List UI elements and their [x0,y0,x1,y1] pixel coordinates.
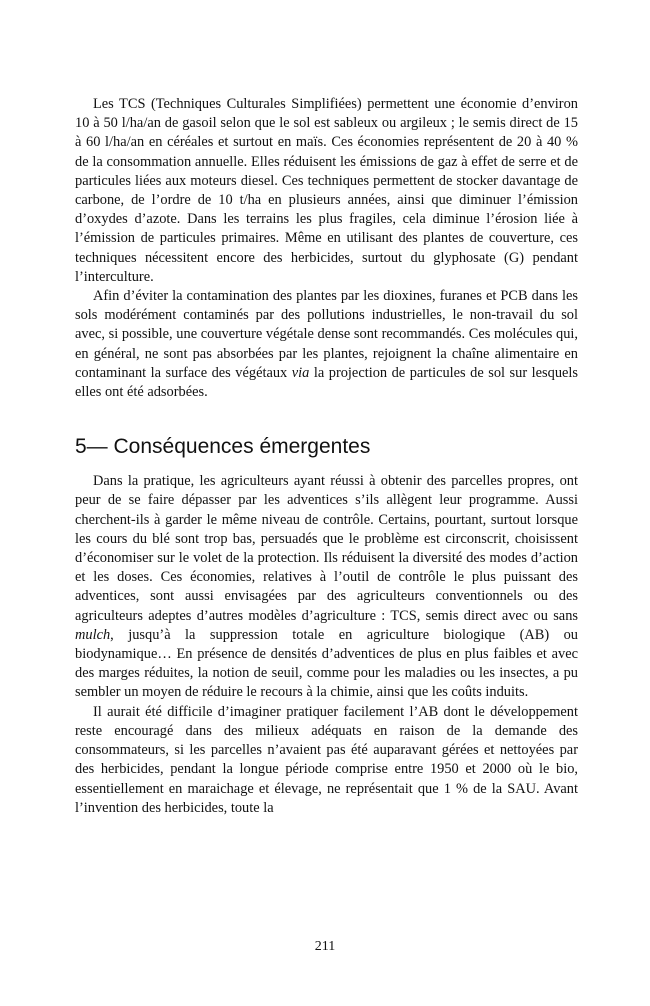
page-body [75,95,578,818]
paragraph [75,95,578,287]
section-title: 5— Conséquences émergentes [75,435,371,459]
paragraph-text: Afin d’éviter la contamination des plantes par les dioxines, furanes et PCB dans les sols modérément contaminés par des pollutions industrielles, le non-travail du sol avec, si possible, une couverture végétale dense sont recommandés. Ces molécules qui, en général, ne sont pas absorbées par les plantes, rejoignent la chaîne alimentaire en contaminant la surface des végétaux [75,288,578,381]
italic-term: via [291,364,310,381]
italic-term: mulch [75,626,111,643]
paragraph [75,472,578,702]
paragraph [75,703,578,818]
paragraph-group-bottom [75,472,578,818]
paragraph [75,287,578,402]
page-number: 211 [314,939,336,954]
paragraph-group-top [75,95,578,402]
paragraph-text: Dans la pratique, les agriculteurs ayant réussi à obtenir des parcelles propres, ont peur de se faire dépasser par les adventices s’ils allègent leur programme. Aussi cherchent-ils à garder le même niveau de contrôle. Certains, pourtant, surtout lorsque les cours du blé sont trop bas, persuadés que le problème est circonscrit, choisissent d’économiser sur le volet de la protection. Ils réduisent la diversité des modes d’action et les doses. Ces économies, relatives à l’outil de contrôle le plus puissant des adventices, sont aussi envisagées par des agriculteurs conventionnels ou des agriculteurs adeptes d’autres modèles d’agriculture : TCS, semis direct avec ou sans [75,473,578,624]
paragraph-text: Les TCS (Techniques Culturales Simplifiées) permettent une économie d’environ 10 à 50 l/ha/an de gasoil selon que le sol est sableux ou argileux ; le semis direct de 15 à 60 l/ha/an en céréales et surtout en maïs. Ces économies représentent de 20 à 40 % de la consommation annuelle. Elles réduisent les émissions de gaz à effet de serre et de particules liées aux moteurs diesel. Ces techniques permettent de stocker davantage de carbone, de l’ordre de 10 t/ha en plusieurs années, ainsi que diminuer l’émission d’oxydes d’azote. Dans les terrains les plus fragiles, cela diminue l’érosion liée à l’émission de particules primaires. Même en utilisant des plantes de couverture, ces techniques nécessitent encore des herbicides, surtout du glyphosate (G) pendant l’interculture. [75,96,578,285]
paragraph-text: la projection de particules de sol sur lesquels elles ont été adsorbées. [75,364,579,401]
paragraph-text: , jusqu’à la suppression totale en agriculture biologique (AB) ou biodynamique… En présence de densités d’adventices de plus en plus faibles et avec des marges réduites, la notion de seuil, comme pour les maladies ou les insectes, a pu sembler un moyen de réduire le recours à la chimie, ainsi que les coûts induits. [75,626,578,701]
paragraph-text: Il aurait été difficile d’imaginer pratiquer facilement l’AB dont le développement reste encouragé dans des milieux adéquats en raison de la demande des consommateurs, si les parcelles n’avaient pas été auparavant gérées et nettoyées par des herbicides, pendant la longue période comprise entre 1950 et 2000 où le bio, essentiellement en maraichage et élevage, ne représentait que 1 % de la SAU. Avant l’invention des herbicides, toute la [75,703,578,816]
